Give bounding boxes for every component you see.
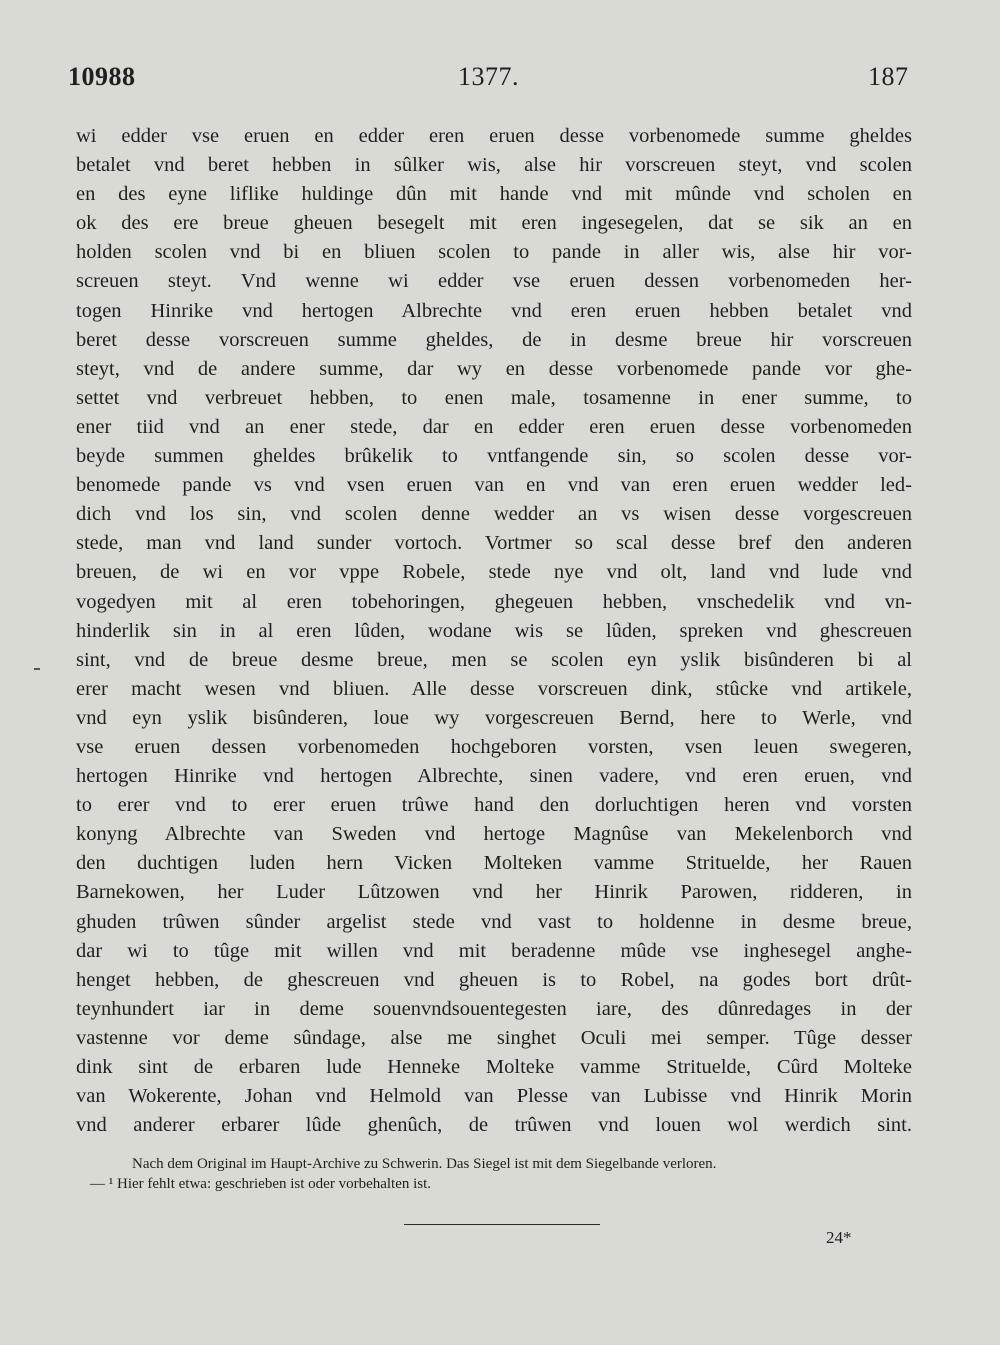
text-line: to erer vnd to erer eruen trûwe hand den dorluchtigen heren vnd vorsten: [76, 794, 912, 817]
text-line: Barnekowen, her Luder Lûtzowen vnd her Hinrik Parowen, ridderen, in: [76, 881, 912, 904]
text-line: van Wokerente, Johan vnd Helmold van Plesse van Lubisse vnd Hinrik Morin: [76, 1085, 912, 1108]
text-line: hertogen Hinrike vnd hertogen Albrechte, sinen vadere, vnd eren eruen, vnd: [76, 765, 912, 788]
text-line: vnd eyn yslik bisûnderen, loue wy vorgescreuen Bernd, here to Werle, vnd: [76, 706, 912, 729]
text-line: dar wi to tûge mit willen vnd mit beradenne mûde vse inghesegel anghe-: [76, 939, 912, 962]
text-line: betalet vnd beret hebben in sûlker wis, alse hir vorscreuen steyt, vnd scolen: [76, 154, 912, 177]
source-note: Nach dem Original im Haupt-Archive zu Schwerin. Das Siegel ist mit dem Siegelbande verloren.: [132, 1156, 717, 1172]
text-line: ghuden trûwen sûnder argelist stede vnd vast to holdenne in desme breue,: [76, 910, 912, 933]
text-line: vastenne vor deme sûndage, alse me singhet Oculi mei semper. Tûge desser: [76, 1026, 912, 1049]
text-line: erer macht wesen vnd bliuen. Alle desse vorscreuen dink, stûcke vnd artikele,: [76, 677, 912, 700]
page-number: 187: [868, 62, 909, 91]
text-line: ok des ere breue gheuen besegelt mit eren ingesegelen, dat se sik an en: [76, 212, 912, 235]
text-line: benomede pande vs vnd vsen eruen van en vnd van eren eruen wedder led-: [76, 474, 912, 497]
text-line: breuen, de wi en vor vppe Robele, stede nye vnd olt, land vnd lude vnd: [76, 561, 912, 584]
text-line: en des eyne liflike huldinge dûn mit hande vnd mit mûnde vnd scholen en: [76, 183, 912, 206]
signature-mark: 24*: [826, 1228, 852, 1247]
text-line: beyde summen gheldes brûkelik to vntfangende sin, so scolen desse vor-: [76, 445, 912, 468]
text-line: steyt, vnd de andere summe, dar wy en desse vorbenomede pande vor ghe-: [76, 357, 912, 380]
footnote-1: — ¹ Hier fehlt etwa: geschrieben ist oder vorbehalten ist.: [90, 1176, 432, 1192]
text-line: vnd anderer erbarer lûde ghenûch, de trûwen vnd louen wol werdich sint.: [76, 1114, 912, 1137]
text-line: screuen steyt. Vnd wenne wi edder vse eruen dessen vorbenomeden her-: [76, 270, 912, 293]
body-text: [76, 122, 912, 1140]
text-line: konyng Albrechte van Sweden vnd hertoge Magnûse van Mekelenborch vnd: [76, 823, 912, 846]
text-line: holden scolen vnd bi en bliuen scolen to pande in aller wis, alse hir vor-: [76, 241, 912, 264]
text-line: ener tiid vnd an ener stede, dar en edder eren eruen desse vorbenomeden: [76, 415, 912, 438]
text-line: togen Hinrike vnd hertogen Albrechte vnd eren eruen hebben betalet vnd: [76, 299, 912, 322]
text-line: vogedyen mit al eren tobehoringen, ghegeuen hebben, vnschedelik vnd vn-: [76, 590, 912, 613]
text-line: sint, vnd de breue desme breue, men se scolen eyn yslik bisûnderen bi al: [76, 648, 912, 671]
footnotes: [90, 1154, 920, 1194]
footnote-rule: [404, 1224, 600, 1225]
margin-mark: [34, 668, 40, 670]
text-line: henget hebben, de ghescreuen vnd gheuen is to Robel, na godes bort drût-: [76, 968, 912, 991]
text-line: stede, man vnd land sunder vortoch. Vortmer so scal desse bref den anderen: [76, 532, 912, 555]
text-line: vse eruen dessen vorbenomeden hochgeboren vorsten, vsen leuen swegeren,: [76, 735, 912, 758]
text-line: beret desse vorscreuen summe gheldes, de in desme breue hir vorscreuen: [76, 328, 912, 351]
text-line: hinderlik sin in al eren lûden, wodane wis se lûden, spreken vnd ghescreuen: [76, 619, 912, 642]
text-line: dich vnd los sin, vnd scolen denne wedder an vs wisen desse vorgescreuen: [76, 503, 912, 526]
text-line: wi edder vse eruen en edder eren eruen desse vorbenomede summe gheldes: [76, 125, 912, 147]
text-line: settet vnd verbreuet hebben, to enen male, tosamenne in ener summe, to: [76, 386, 912, 409]
document-year: 1377.: [458, 62, 519, 91]
document-number: 10988: [68, 62, 136, 91]
text-line: dink sint de erbaren lude Henneke Molteke vamme Strituelde, Cûrd Molteke: [76, 1056, 912, 1078]
text-line: den duchtigen luden hern Vicken Molteken vamme Strituelde, her Rauen: [76, 852, 912, 875]
text-line: teynhundert iar in deme souenvndsouentegesten iare, des dûnredages in der: [76, 997, 912, 1020]
